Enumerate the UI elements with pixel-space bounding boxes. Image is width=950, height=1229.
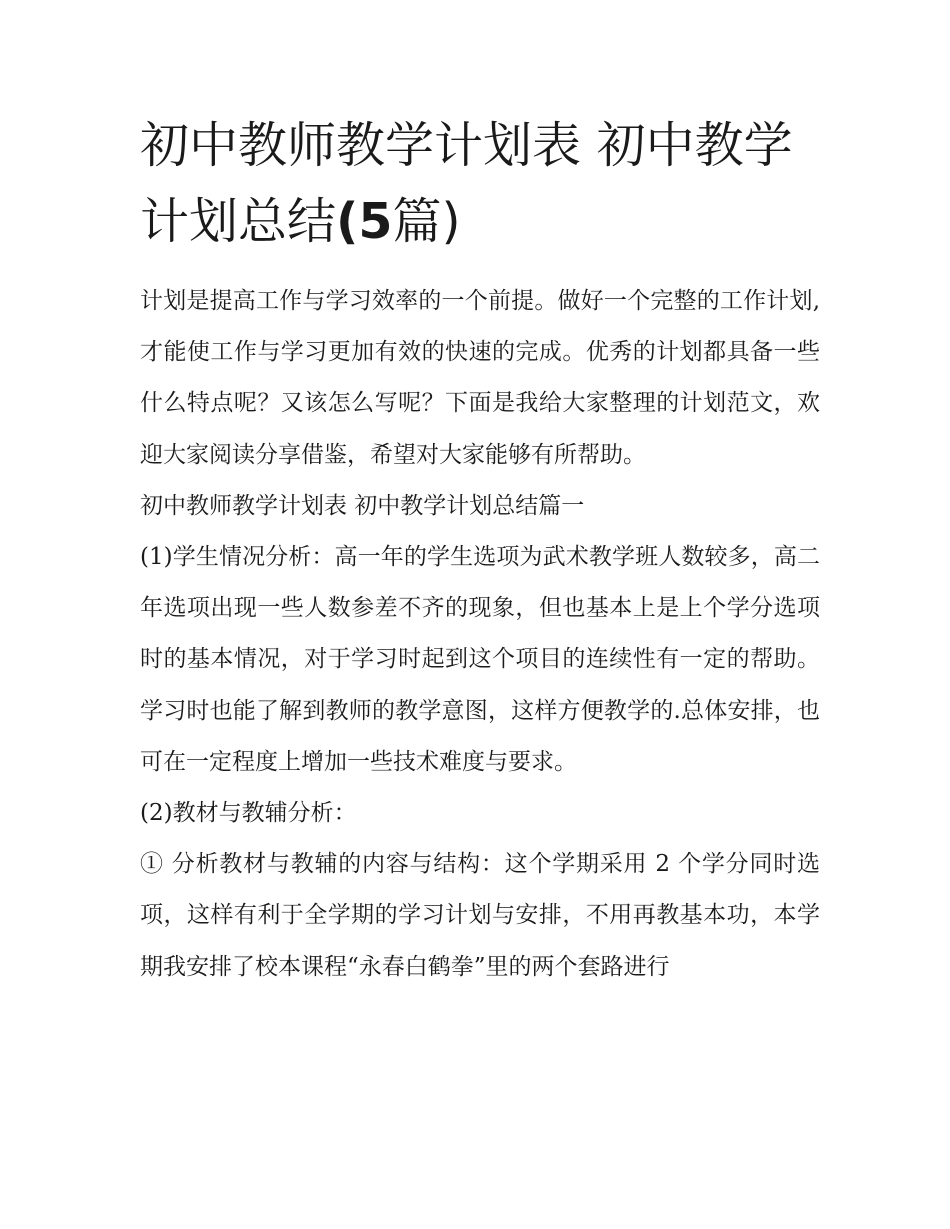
student-analysis-paragraph: (1)学生情况分析：高一年的学生选项为武术教学班人数较多，高二年选项出现一些人数参差不齐的现象，但也基本上是上个学分选项时的基本情况，对于学习时起到这个项目的连续性有一定的帮助。学习时也能了解到教师的教学意图，这样方便教学的.总体安排，也可在一定程度上增加一些技术难度与要求。 — [140, 544, 820, 775]
title-line-1: 初中教师教学计划表 初中教学 — [140, 117, 793, 174]
intro-paragraph: 计划是提高工作与学习效率的一个前提。做好一个完整的工作计划,才能使工作与学习更加有效的快速的完成。优秀的计划都具备一些什么特点呢？又该怎么写呢？下面是我给大家整理的计划范文，欢迎大家阅读分享借鉴，希望对大家能够有所帮助。 — [140, 288, 820, 468]
title-line-2-suffix: 篇) — [392, 193, 461, 250]
materials-heading: (2)教材与教辅分析： — [140, 800, 357, 827]
title-line-2-number: (5 — [336, 193, 393, 250]
materials-analysis-paragraph: ① 分析教材与教辅的内容与结构：这个学期采用 2 个学分同时选项，这样有利于全学期的学习计划与安排，不用再教基本功，本学期我安排了校本课程“永春白鹤拳”里的两个套路进行 — [140, 851, 820, 980]
title-line-2-text: 计划总结 — [140, 193, 337, 250]
document-title — [140, 108, 820, 260]
document-page — [140, 108, 820, 993]
document-body — [140, 276, 820, 993]
section-heading: 初中教师教学计划表 初中教学计划总结篇一 — [140, 492, 585, 519]
